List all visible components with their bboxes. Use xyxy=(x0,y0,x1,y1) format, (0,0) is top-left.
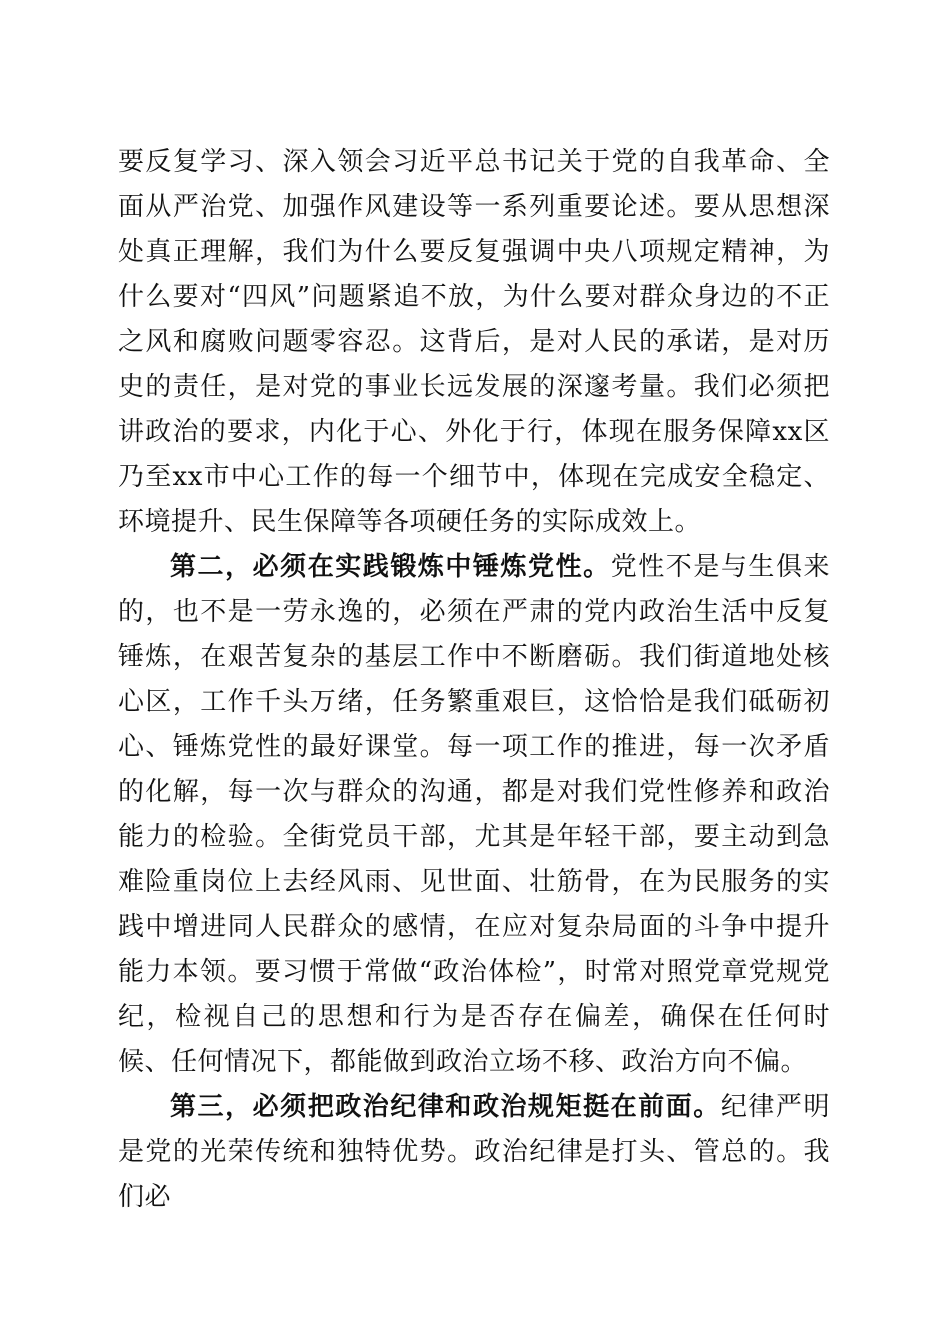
paragraph-text: 要反复学习、深入领会习近平总书记关于党的自我革命、全面从严治党、加强作风建设等一系列重要论述。要从思想深处真正理解，我们为什么要反复强调中央八项规定精神，为什么要对“四风”问题紧追不放，为什么要对群众身边的不正之风和腐败问题零容忍。这背后，是对人民的承诺，是对历史的责任，是对党的事业长远发展的深邃考量。我们必须把讲政治的要求，内化于心、外化于行，体现在服务保障xx区乃至xx市中心工作的每一个细节中，体现在完成安全稳定、环境提升、民生保障等各项硬任务的实际成效上。 xyxy=(118,147,830,537)
paragraph-third-point xyxy=(118,1085,830,1220)
paragraph-text: 纪律严明是党的光荣传统和独特优势。政治纪律是打头、管总的。我们必 xyxy=(118,1092,830,1212)
document-body xyxy=(118,140,830,1220)
paragraph-lead-heading: 第二，必须在实践锻炼中锤炼党性。 xyxy=(170,552,611,582)
paragraph-lead-heading: 第三，必须把政治纪律和政治规矩挺在前面。 xyxy=(170,1092,721,1122)
paragraph-second-point xyxy=(118,545,830,1085)
paragraph-continuation xyxy=(118,140,830,545)
paragraph-text: 党性不是与生俱来的，也不是一劳永逸的，必须在严肃的党内政治生活中反复锤炼，在艰苦复杂的基层工作中不断磨砺。我们街道地处核心区，工作千头万绪，任务繁重艰巨，这恰恰是我们砥砺初心、锤炼党性的最好课堂。每一项工作的推进，每一次矛盾的化解，每一次与群众的沟通，都是对我们党性修养和政治能力的检验。全街党员干部，尤其是年轻干部，要主动到急难险重岗位上去经风雨、见世面、壮筋骨，在为民服务的实践中增进同人民群众的感情，在应对复杂局面的斗争中提升能力本领。要习惯于常做“政治体检”，时常对照党章党规党纪，检视自己的思想和行为是否存在偏差，确保在任何时候、任何情况下，都能做到政治立场不移、政治方向不偏。 xyxy=(118,552,830,1077)
